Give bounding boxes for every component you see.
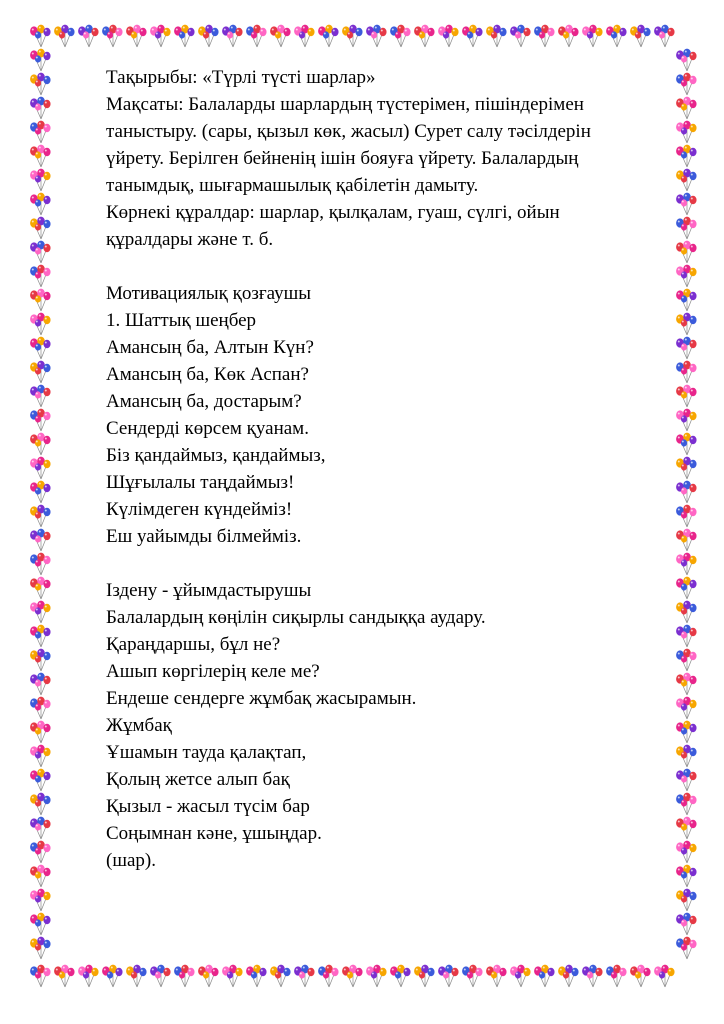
balloon-cluster-icon bbox=[30, 25, 50, 47]
balloon-cluster-icon bbox=[630, 25, 650, 47]
balloon-cluster-icon bbox=[676, 457, 696, 479]
balloon-cluster-icon bbox=[676, 889, 696, 911]
balloon-cluster-icon bbox=[30, 97, 50, 119]
balloon-cluster-icon bbox=[294, 965, 314, 987]
balloon-cluster-icon bbox=[126, 25, 146, 47]
balloon-cluster-icon bbox=[318, 965, 338, 987]
balloon-cluster-icon bbox=[582, 965, 602, 987]
balloon-cluster-icon bbox=[558, 25, 578, 47]
balloon-cluster-icon bbox=[630, 965, 650, 987]
balloon-cluster-icon bbox=[654, 965, 674, 987]
balloon-cluster-icon bbox=[676, 169, 696, 191]
balloon-cluster-icon bbox=[676, 481, 696, 503]
riddle-line: Ұшамын тауда қалақтап, bbox=[106, 742, 307, 763]
balloon-cluster-icon bbox=[30, 313, 50, 335]
balloon-cluster-icon bbox=[366, 25, 386, 47]
balloon-cluster-icon bbox=[558, 965, 578, 987]
balloon-cluster-icon bbox=[582, 25, 602, 47]
balloon-cluster-icon bbox=[30, 457, 50, 479]
balloon-cluster-icon bbox=[676, 337, 696, 359]
balloon-cluster-icon bbox=[438, 25, 458, 47]
balloon-cluster-icon bbox=[676, 409, 696, 431]
balloon-cluster-icon bbox=[270, 965, 290, 987]
balloon-cluster-icon bbox=[486, 965, 506, 987]
balloon-cluster-icon bbox=[150, 965, 170, 987]
balloon-cluster-icon bbox=[30, 169, 50, 191]
balloon-cluster-icon bbox=[676, 313, 696, 335]
balloon-cluster-icon bbox=[102, 965, 122, 987]
search-heading: Іздену - ұйымдастырушы bbox=[106, 580, 312, 601]
balloon-cluster-icon bbox=[676, 265, 696, 287]
search-line: Балалардың көңілін сиқырлы сандыққа аудару. bbox=[106, 607, 486, 628]
poem-line: Еш уайымды білмейміз. bbox=[106, 526, 302, 547]
balloon-cluster-icon bbox=[30, 553, 50, 575]
poem-line: Күлімдеген күндейміз! bbox=[106, 499, 293, 520]
balloon-cluster-icon bbox=[366, 965, 386, 987]
balloon-cluster-icon bbox=[30, 481, 50, 503]
balloon-cluster-icon bbox=[676, 577, 696, 599]
goal-line: таныстыру. (сары, қызыл көк, жасыл) Сурет салу тәсілдерін bbox=[106, 121, 591, 142]
balloon-cluster-icon bbox=[30, 433, 50, 455]
balloon-cluster-icon bbox=[676, 721, 696, 743]
balloon-cluster-icon bbox=[30, 769, 50, 791]
balloon-cluster-icon bbox=[102, 25, 122, 47]
goal-line: үйрету. Берілген бейненің ішін бояуға үйрету. Балалардың bbox=[106, 148, 579, 169]
motivation-heading: Мотивациялық қозғаушы bbox=[106, 283, 311, 304]
document-text bbox=[106, 64, 676, 874]
spacer bbox=[106, 550, 676, 577]
topic-line: Тақырыбы: «Түрлі түсті шарлар» bbox=[106, 67, 376, 88]
balloon-cluster-icon bbox=[676, 817, 696, 839]
balloon-cluster-icon bbox=[30, 721, 50, 743]
balloon-cluster-icon bbox=[676, 121, 696, 143]
balloon-cluster-icon bbox=[676, 361, 696, 383]
balloon-cluster-icon bbox=[30, 793, 50, 815]
balloon-cluster-icon bbox=[534, 25, 554, 47]
balloon-cluster-icon bbox=[342, 25, 362, 47]
balloon-cluster-icon bbox=[390, 25, 410, 47]
balloon-cluster-icon bbox=[676, 97, 696, 119]
balloon-cluster-icon bbox=[676, 529, 696, 551]
balloon-cluster-icon bbox=[78, 965, 98, 987]
balloon-cluster-icon bbox=[676, 217, 696, 239]
balloon-cluster-icon bbox=[30, 745, 50, 767]
balloon-cluster-icon bbox=[414, 25, 434, 47]
balloon-cluster-icon bbox=[30, 409, 50, 431]
balloon-cluster-icon bbox=[294, 25, 314, 47]
balloon-cluster-icon bbox=[222, 25, 242, 47]
balloon-cluster-icon bbox=[676, 913, 696, 935]
balloon-cluster-icon bbox=[30, 529, 50, 551]
balloon-cluster-icon bbox=[174, 965, 194, 987]
balloon-cluster-icon bbox=[676, 649, 696, 671]
balloon-cluster-icon bbox=[246, 25, 266, 47]
balloon-cluster-icon bbox=[486, 25, 506, 47]
balloon-cluster-icon bbox=[676, 769, 696, 791]
search-line: Ашып көргілерің келе ме? bbox=[106, 661, 320, 682]
balloon-cluster-icon bbox=[30, 913, 50, 935]
balloon-cluster-icon bbox=[676, 49, 696, 71]
balloon-cluster-icon bbox=[676, 385, 696, 407]
tools-line: құралдары және т. б. bbox=[106, 229, 274, 250]
balloon-cluster-icon bbox=[676, 601, 696, 623]
balloon-cluster-icon bbox=[30, 241, 50, 263]
balloon-cluster-icon bbox=[30, 385, 50, 407]
balloon-cluster-icon bbox=[30, 217, 50, 239]
riddle-line: Қызыл - жасыл түсім бар bbox=[106, 796, 310, 817]
balloon-cluster-icon bbox=[676, 433, 696, 455]
balloon-cluster-icon bbox=[676, 73, 696, 95]
balloon-cluster-icon bbox=[30, 937, 50, 959]
balloon-cluster-icon bbox=[30, 361, 50, 383]
balloon-cluster-icon bbox=[198, 965, 218, 987]
balloon-cluster-icon bbox=[676, 625, 696, 647]
balloon-cluster-icon bbox=[30, 577, 50, 599]
balloon-cluster-icon bbox=[510, 25, 530, 47]
balloon-cluster-icon bbox=[246, 965, 266, 987]
balloon-cluster-icon bbox=[654, 25, 674, 47]
balloon-cluster-icon bbox=[676, 697, 696, 719]
balloon-cluster-icon bbox=[30, 865, 50, 887]
riddle-line: Қолың жетсе алып бақ bbox=[106, 769, 290, 790]
balloon-cluster-icon bbox=[30, 193, 50, 215]
balloon-cluster-icon bbox=[342, 965, 362, 987]
balloon-cluster-icon bbox=[676, 145, 696, 167]
search-line: Ендеше сендерге жұмбақ жасырамын. bbox=[106, 688, 417, 709]
balloon-cluster-icon bbox=[30, 601, 50, 623]
balloon-cluster-icon bbox=[30, 265, 50, 287]
balloon-cluster-icon bbox=[30, 673, 50, 695]
balloon-cluster-icon bbox=[30, 625, 50, 647]
balloon-cluster-icon bbox=[30, 121, 50, 143]
poem-line: Амансың ба, Көк Аспан? bbox=[106, 364, 309, 385]
balloon-cluster-icon bbox=[676, 841, 696, 863]
balloon-cluster-icon bbox=[676, 505, 696, 527]
poem-line: Амансың ба, Алтын Күн? bbox=[106, 337, 314, 358]
balloon-cluster-icon bbox=[414, 965, 434, 987]
riddle-line: Соңымнан кәне, ұшыңдар. bbox=[106, 823, 322, 844]
balloon-cluster-icon bbox=[676, 793, 696, 815]
balloon-cluster-icon bbox=[222, 965, 242, 987]
balloon-cluster-icon bbox=[676, 241, 696, 263]
balloon-cluster-icon bbox=[676, 865, 696, 887]
balloon-cluster-icon bbox=[30, 649, 50, 671]
balloon-cluster-icon bbox=[30, 817, 50, 839]
motivation-item: 1. Шаттық шеңбер bbox=[106, 310, 257, 331]
balloon-cluster-icon bbox=[126, 965, 146, 987]
spacer bbox=[106, 253, 676, 280]
poem-line: Амансың ба, достарым? bbox=[106, 391, 302, 412]
tools-line: Көрнекі құралдар: шарлар, қылқалам, гуаш, сүлгі, ойын bbox=[106, 202, 560, 223]
balloon-cluster-icon bbox=[30, 697, 50, 719]
poem-line: Шұғылалы таңдаймыз! bbox=[106, 472, 295, 493]
balloon-cluster-icon bbox=[198, 25, 218, 47]
poem-line: Сендерді көрсем қуанам. bbox=[106, 418, 309, 439]
balloon-cluster-icon bbox=[78, 25, 98, 47]
balloon-cluster-icon bbox=[30, 145, 50, 167]
balloon-cluster-icon bbox=[462, 25, 482, 47]
balloon-cluster-icon bbox=[676, 193, 696, 215]
balloon-cluster-icon bbox=[174, 25, 194, 47]
balloon-cluster-icon bbox=[676, 673, 696, 695]
balloon-cluster-icon bbox=[676, 553, 696, 575]
balloon-cluster-icon bbox=[606, 965, 626, 987]
balloon-cluster-icon bbox=[30, 337, 50, 359]
riddle-label: Жұмбақ bbox=[106, 715, 172, 736]
balloon-cluster-icon bbox=[30, 889, 50, 911]
balloon-cluster-icon bbox=[150, 25, 170, 47]
balloon-cluster-icon bbox=[676, 937, 696, 959]
balloon-cluster-icon bbox=[30, 965, 50, 987]
balloon-cluster-icon bbox=[534, 965, 554, 987]
balloon-cluster-icon bbox=[438, 965, 458, 987]
balloon-cluster-icon bbox=[676, 745, 696, 767]
balloon-cluster-icon bbox=[270, 25, 290, 47]
balloon-cluster-icon bbox=[318, 25, 338, 47]
balloon-cluster-icon bbox=[606, 25, 626, 47]
poem-line: Біз қандаймыз, қандаймыз, bbox=[106, 445, 326, 466]
balloon-cluster-icon bbox=[30, 505, 50, 527]
balloon-cluster-icon bbox=[54, 965, 74, 987]
balloon-cluster-icon bbox=[30, 841, 50, 863]
goal-line: танымдық, шығармашылық қабілетін дамыту. bbox=[106, 175, 479, 196]
balloon-cluster-icon bbox=[30, 73, 50, 95]
balloon-cluster-icon bbox=[676, 289, 696, 311]
balloon-cluster-icon bbox=[30, 49, 50, 71]
balloon-cluster-icon bbox=[510, 965, 530, 987]
balloon-cluster-icon bbox=[390, 965, 410, 987]
balloon-cluster-icon bbox=[30, 289, 50, 311]
search-line: Қараңдаршы, бұл не? bbox=[106, 634, 281, 655]
balloon-cluster-icon bbox=[462, 965, 482, 987]
riddle-answer: (шар). bbox=[106, 850, 156, 871]
balloon-cluster-icon bbox=[54, 25, 74, 47]
goal-line: Мақсаты: Балаларды шарлардың түстерімен, пішіндерімен bbox=[106, 94, 584, 115]
